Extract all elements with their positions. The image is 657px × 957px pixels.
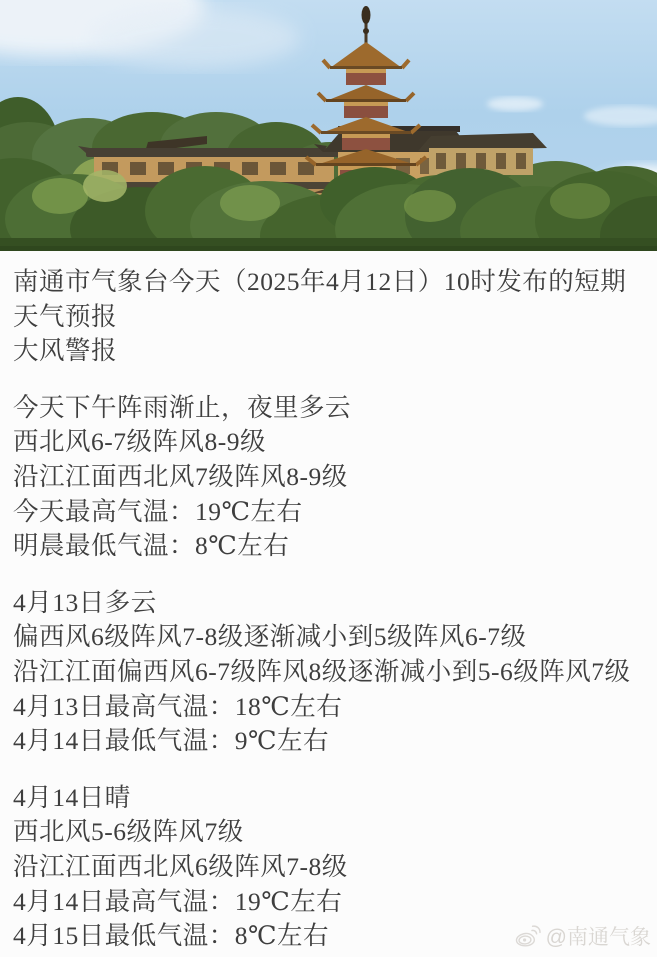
forecast-line: 今天下午阵雨渐止，夜里多云 [13, 392, 352, 422]
forecast-line: 4月14日最低气温：9℃左右 [13, 726, 330, 756]
watermark-handle: @南通气象 [545, 926, 651, 949]
forecast-line: 西北风6-7级阵风8-9级 [13, 427, 266, 457]
gale-warning: 大风警报 [13, 336, 118, 366]
forecast-section-apr13 [13, 586, 647, 759]
forecast-line: 偏西风6级阵风7-8级逐渐减小到5级阵风6-7级 [13, 622, 527, 652]
langshan-pagoda-photo [0, 0, 657, 251]
forecast-line: 明晨最低气温：8℃左右 [13, 531, 290, 561]
forecast-line: 4月13日最高气温：18℃左右 [13, 691, 343, 721]
forecast-headline: 南通市气象台今天（2025年4月12日）10时发布的短期天气预报 [13, 267, 627, 331]
watermark [515, 921, 651, 951]
forecast-line: 今天最高气温：19℃左右 [13, 496, 303, 526]
weibo-icon [515, 925, 541, 947]
forecast-line: 沿江江面西北风6级阵风7-8级 [13, 851, 348, 881]
forecast-line: 4月13日多云 [13, 587, 157, 617]
forecast-line: 4月14日最高气温：19℃左右 [13, 886, 343, 916]
forecast-bulletin [0, 251, 657, 954]
forecast-line: 沿江江面偏西风6-7级阵风8级逐渐减小到5-6级阵风7级 [13, 656, 631, 686]
forecast-line: 沿江江面西北风7级阵风8-9级 [13, 461, 348, 491]
pagoda-scene-illustration [0, 0, 657, 251]
forecast-line: 4月14日晴 [13, 782, 131, 812]
forecast-line: 4月15日最低气温：8℃左右 [13, 921, 330, 951]
forecast-section-today [13, 391, 647, 564]
forecast-line: 西北风5-6级阵风7级 [13, 817, 244, 847]
forecast-intro [13, 265, 647, 369]
